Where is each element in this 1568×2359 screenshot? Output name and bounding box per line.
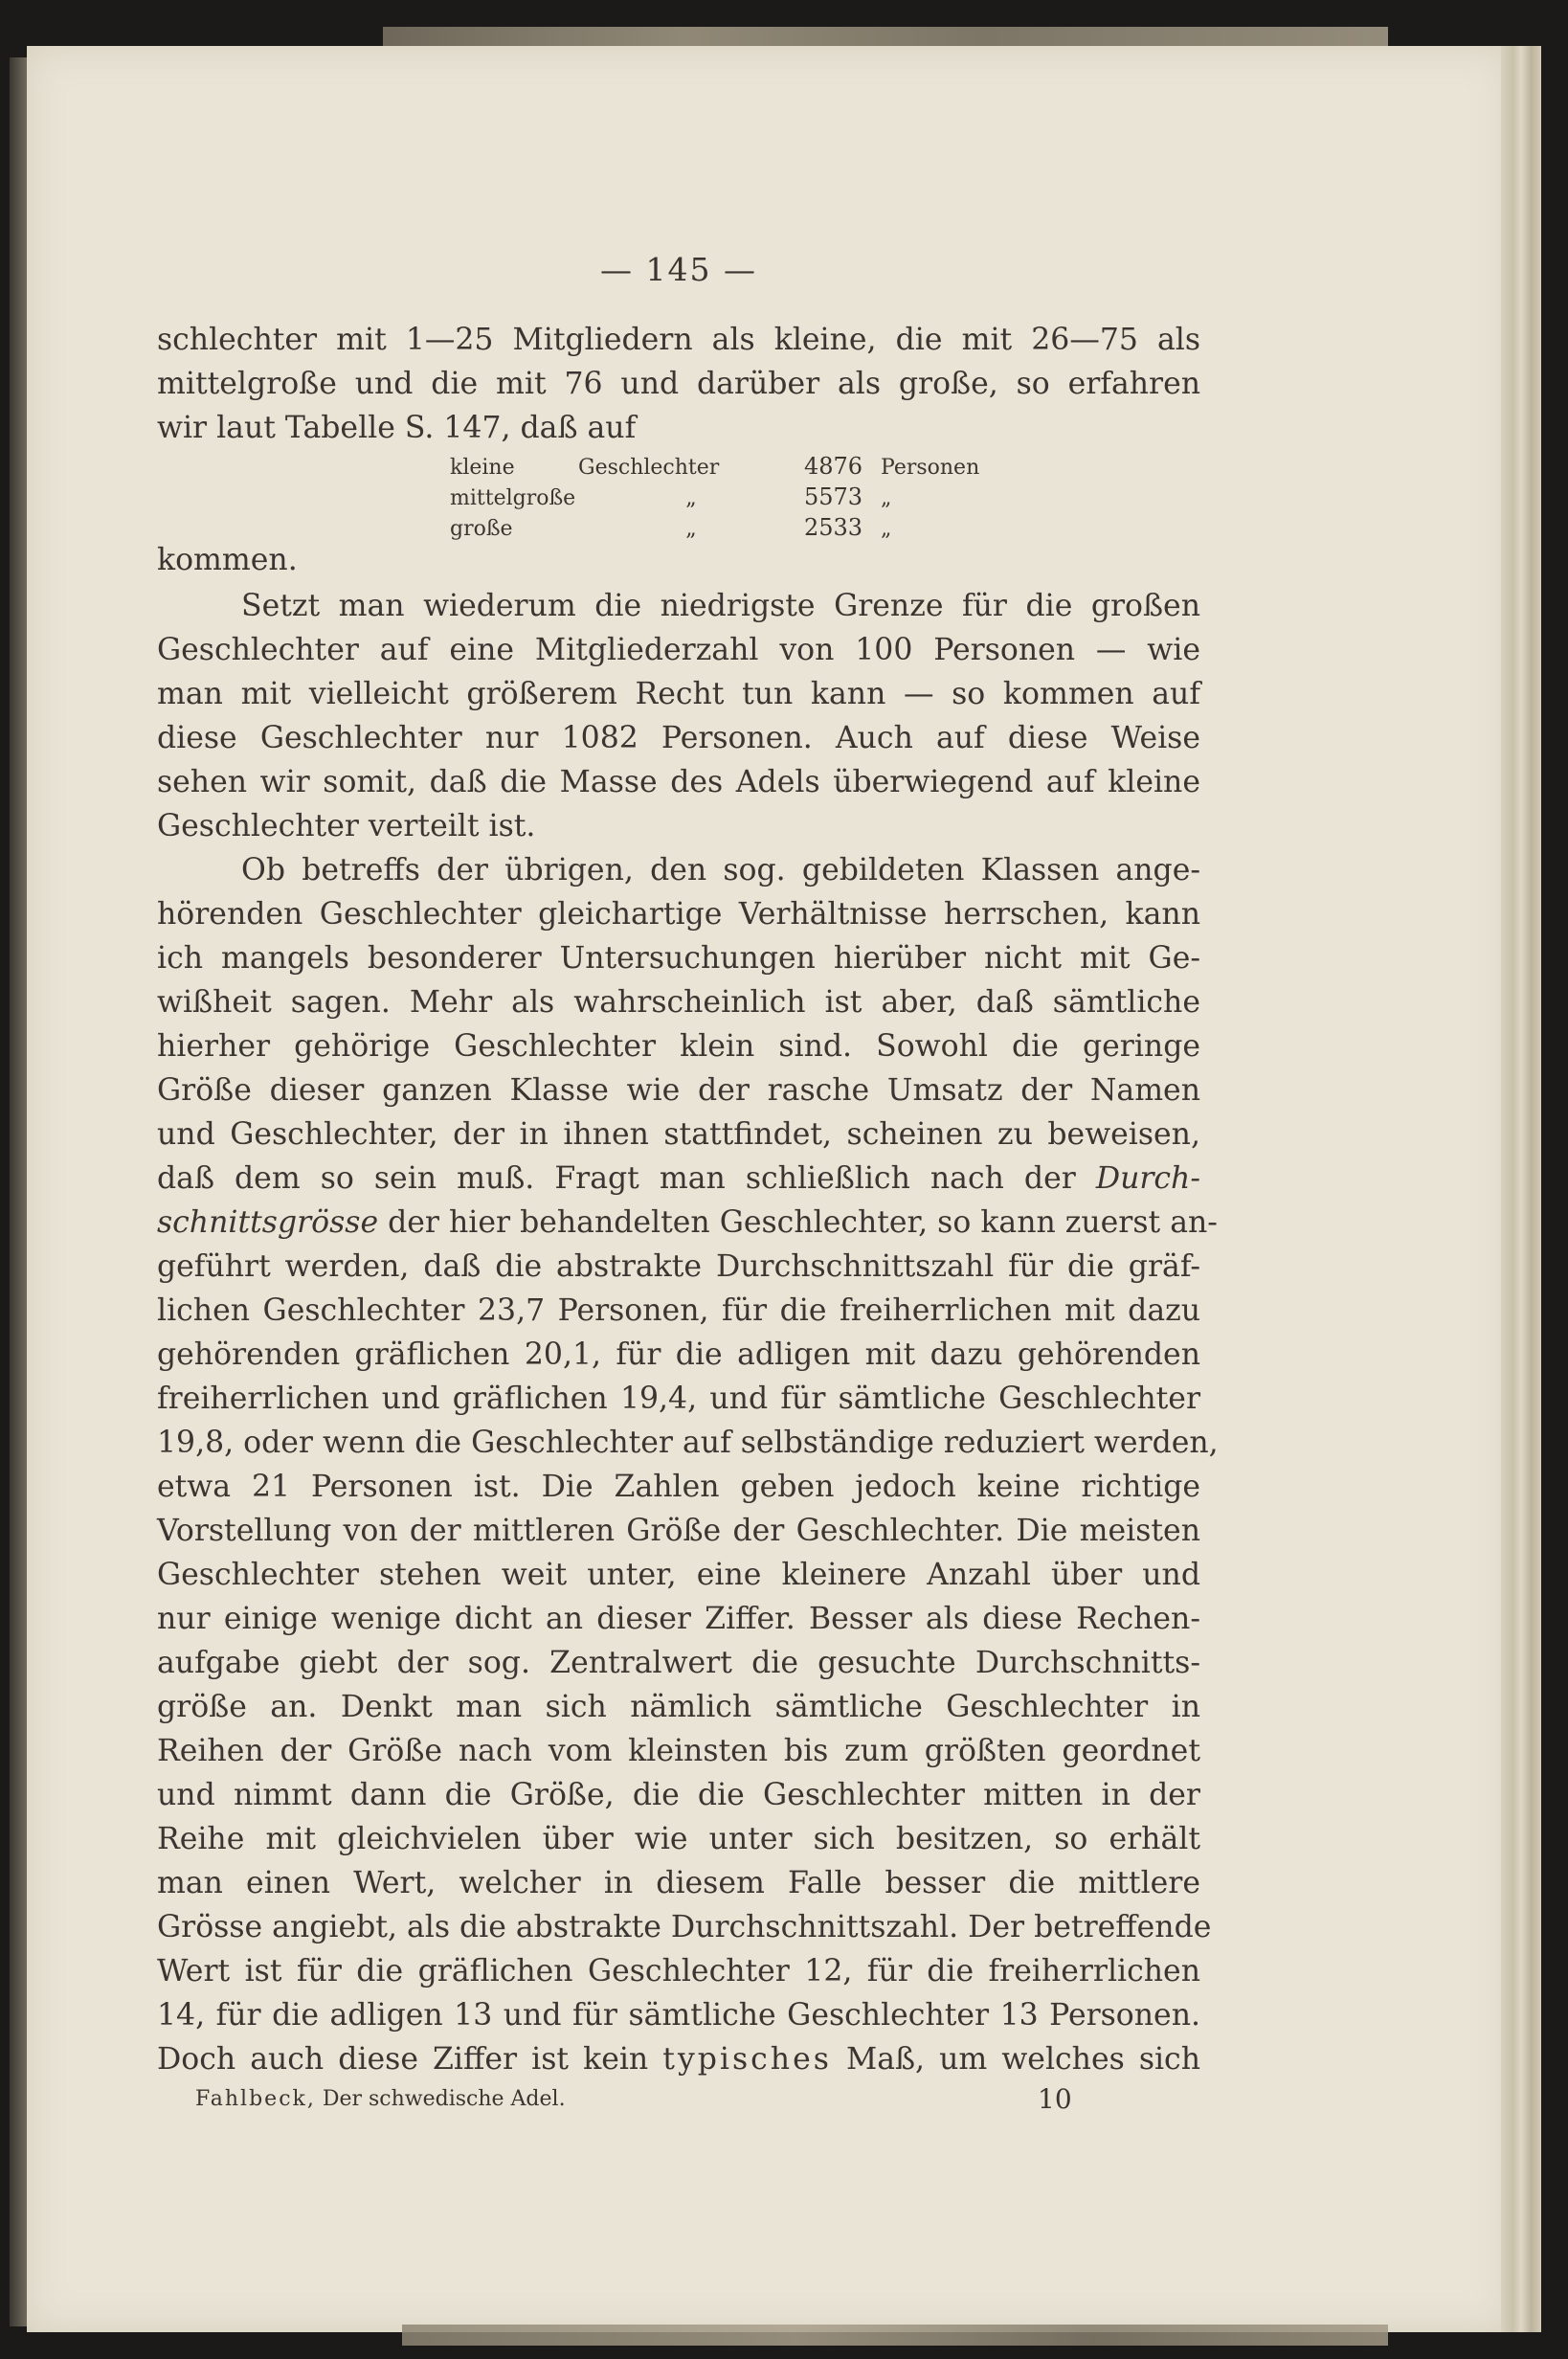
table-unit: „ bbox=[881, 486, 892, 510]
text-run: daß dem so sein muß. Fragt man schließlich nach der bbox=[157, 1161, 1096, 1196]
text-line: man mit vielleicht größerem Recht tun kann — so kommen auf bbox=[157, 677, 1200, 711]
table-label: mittelgroße bbox=[450, 486, 576, 510]
table-label: große bbox=[450, 517, 513, 541]
text-line: Reihe mit gleichvielen über wie unter sich besitzen, so erhält bbox=[157, 1822, 1200, 1856]
text-line: hierher gehörige Geschlechter klein sind. Sowohl die geringe bbox=[157, 1029, 1200, 1064]
text-line: gehörenden gräflichen 20,1, für die adligen mit dazu gehörenden bbox=[157, 1337, 1200, 1372]
text-line: wißheit sagen. Mehr als wahrscheinlich ist aber, daß sämtliche bbox=[157, 985, 1200, 1020]
italic-term: Durch- bbox=[1095, 1161, 1200, 1196]
table-label: kleine bbox=[450, 456, 515, 480]
table-value: 4876 bbox=[804, 453, 863, 480]
text-line: mittelgroße und die mit 76 und darüber als große, so erfahren bbox=[157, 367, 1200, 401]
text-line bbox=[157, 1157, 1200, 1201]
text-line: Vorstellung von der mittleren Größe der Geschlechter. Die meisten bbox=[157, 1514, 1200, 1548]
text-run: Maß, um welches sich bbox=[831, 2042, 1200, 2077]
text-line bbox=[157, 1201, 1218, 1245]
text-line: und nimmt dann die Größe, die die Geschlechter mitten in der bbox=[157, 1778, 1200, 1812]
text-line: etwa 21 Personen ist. Die Zahlen geben jedoch keine richtige bbox=[157, 1470, 1200, 1504]
page-footer bbox=[195, 2083, 1200, 2115]
text-line: Geschlechter auf eine Mitgliederzahl von 100 Personen — wie bbox=[157, 633, 1200, 667]
text-line: geführt werden, daß die abstrakte Durchschnittszahl für die gräf- bbox=[157, 1249, 1200, 1284]
text-line: 19,8, oder wenn die Geschlechter auf selbständige reduziert werden, bbox=[157, 1426, 1219, 1460]
text-line: Grösse angiebt, als die abstrakte Durchschnittszahl. Der betreffende bbox=[157, 1910, 1212, 1944]
text-line: Geschlechter stehen weit unter, eine kleinere Anzahl über und bbox=[157, 1558, 1200, 1592]
table-value: 5573 bbox=[804, 483, 863, 510]
table-value: 2533 bbox=[804, 514, 863, 541]
footer-author: Fahlbeck, bbox=[195, 2087, 316, 2111]
text-line: Größe dieser ganzen Klasse wie der rasche Umsatz der Namen bbox=[157, 1073, 1200, 1108]
table-unit: „ bbox=[881, 517, 892, 541]
footer-title: Der schwedische Adel. bbox=[315, 2087, 566, 2111]
table-col: Geschlechter bbox=[578, 456, 720, 480]
text-line: ich mangels besonderer Untersuchungen hierüber nicht mit Ge- bbox=[157, 941, 1200, 976]
page-stack-edge bbox=[1501, 46, 1541, 2332]
text-run: der hier behandelten Geschlechter, so kann zuerst an- bbox=[378, 1205, 1218, 1240]
text-line: sehen wir somit, daß die Masse des Adels überwiegend auf kleine bbox=[157, 765, 1200, 799]
text-line: schlechter mit 1—25 Mitgliedern als kleine, die mit 26—75 als bbox=[157, 323, 1200, 357]
text-line: und Geschlechter, der in ihnen stattfindet, scheinen zu beweisen, bbox=[157, 1117, 1200, 1152]
text-line bbox=[157, 2037, 1200, 2081]
text-run: Doch auch diese Ziffer ist kein bbox=[157, 2042, 663, 2077]
text-line: Setzt man wiederum die niedrigste Grenze für die großen bbox=[241, 589, 1200, 623]
book-gutter bbox=[10, 57, 29, 2326]
text-line: diese Geschlechter nur 1082 Personen. Auch auf diese Weise bbox=[157, 721, 1200, 755]
text-line: größe an. Denkt man sich nämlich sämtliche Geschlechter in bbox=[157, 1690, 1200, 1724]
text-line: man einen Wert, welcher in diesem Falle besser die mittlere bbox=[157, 1866, 1200, 1900]
table-col: „ bbox=[685, 486, 697, 510]
spaced-term: typisches bbox=[662, 2042, 832, 2077]
text-line: nur einige wenige dicht an dieser Ziffer. Besser als diese Rechen- bbox=[157, 1602, 1200, 1636]
page-number: — 145 — bbox=[600, 251, 757, 288]
text-line: Reihen der Größe nach vom kleinsten bis zum größten geordnet bbox=[157, 1734, 1200, 1768]
text-line: Wert ist für die gräflichen Geschlechter 12, für die freiherrlichen bbox=[157, 1954, 1200, 1988]
table-col: „ bbox=[685, 517, 697, 541]
text-line: kommen. bbox=[157, 543, 298, 577]
text-line: freiherrlichen und gräflichen 19,4, und für sämtliche Geschlechter bbox=[157, 1382, 1200, 1416]
text-line: aufgabe giebt der sog. Zentralwert die gesuchte Durchschnitts- bbox=[157, 1646, 1200, 1680]
text-line: hörenden Geschlechter gleichartige Verhältnisse herrschen, kann bbox=[157, 897, 1200, 932]
text-line: lichen Geschlechter 23,7 Personen, für die freiherrlichen mit dazu bbox=[157, 1293, 1200, 1328]
italic-term: schnittsgrösse bbox=[157, 1205, 379, 1240]
signature-mark: 10 bbox=[1038, 2083, 1072, 2115]
text-line: wir laut Tabelle S. 147, daß auf bbox=[157, 411, 637, 445]
text-line: 14, für die adligen 13 und für sämtliche Geschlechter 13 Personen. bbox=[157, 1998, 1200, 2033]
text-line: Geschlechter verteilt ist. bbox=[157, 809, 536, 843]
table-row bbox=[450, 483, 891, 513]
scan-bottom-strip bbox=[402, 2325, 1388, 2346]
scan-top-strip bbox=[383, 27, 1388, 48]
table-row bbox=[450, 452, 979, 483]
text-line: Ob betreffs der übrigen, den sog. gebildeten Klassen ange- bbox=[241, 853, 1200, 887]
table-unit: Personen bbox=[881, 456, 980, 480]
